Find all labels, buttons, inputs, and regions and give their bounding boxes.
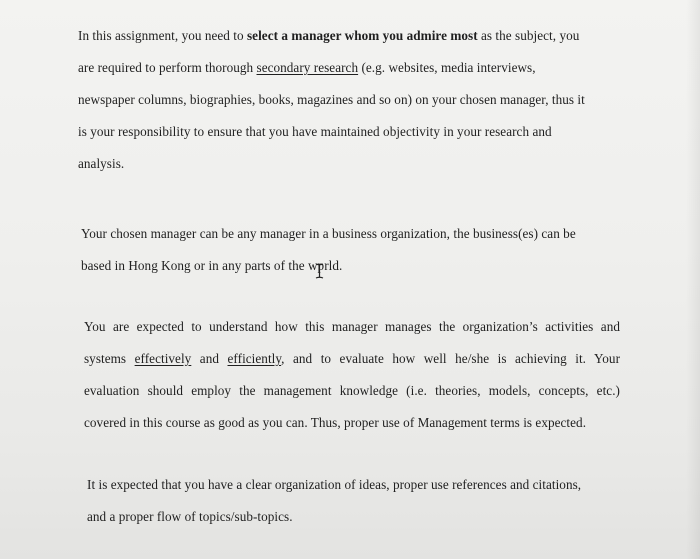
manager-line-2: based in Hong Kong or in any parts of the wprld.: [81, 258, 343, 273]
expect-line-3: evaluation should employ the management knowledge (i.e. theories, models, concepts, etc.): [84, 383, 620, 398]
paragraph-assignment-intro: [78, 20, 638, 180]
effectively-underlined: effectively: [134, 351, 192, 366]
expect-line-2-start: systems: [84, 351, 135, 366]
efficiently-underlined: efficiently: [227, 351, 282, 366]
intro-line-1: [78, 20, 638, 52]
organization-line-2: and a proper flow of topics/sub-topics.: [87, 509, 293, 524]
manager-line-1: Your chosen manager can be any manager in a business organization, the business(es) can be: [81, 226, 576, 241]
organization-line-1: It is expected that you have a clear organization of ideas, proper use references and citations,: [87, 477, 582, 492]
intro-line-4: is your responsibility to ensure that you have maintained objectivity in your research and: [78, 124, 552, 139]
paragraph-chosen-manager: [81, 218, 641, 282]
text-cursor-icon: [315, 263, 324, 279]
expect-line-2: [84, 343, 620, 375]
intro-line-3: newspaper columns, biographies, books, magazines and so on) on your chosen manager, thus it: [78, 92, 585, 107]
intro-line-2: [78, 52, 638, 84]
expect-line-4: covered in this course as good as you can. Thus, proper use of Management terms is expected.: [84, 415, 587, 430]
intro-line-2-start: are required to perform thorough: [78, 60, 257, 75]
intro-line-1-start: In this assignment, you need to: [78, 28, 247, 43]
secondary-research-underlined: secondary research: [256, 60, 359, 75]
paragraph-organization: [87, 469, 627, 533]
expect-line-2-end: , and to evaluate how well he/she is achieving it. Your: [281, 351, 621, 366]
intro-line-5: analysis.: [78, 156, 125, 171]
expect-line-2-and: and: [191, 351, 228, 366]
intro-line-2-end: (e.g. websites, media interviews,: [358, 60, 536, 75]
paragraph-expectations: [84, 311, 620, 439]
intro-bold-phrase: select a manager whom you admire most: [247, 28, 478, 43]
expect-line-1: You are expected to understand how this manager manages the organization’s activities and: [84, 319, 620, 334]
page-edge-shadow: [686, 0, 700, 559]
intro-line-1-end: as the subject, you: [477, 28, 580, 43]
